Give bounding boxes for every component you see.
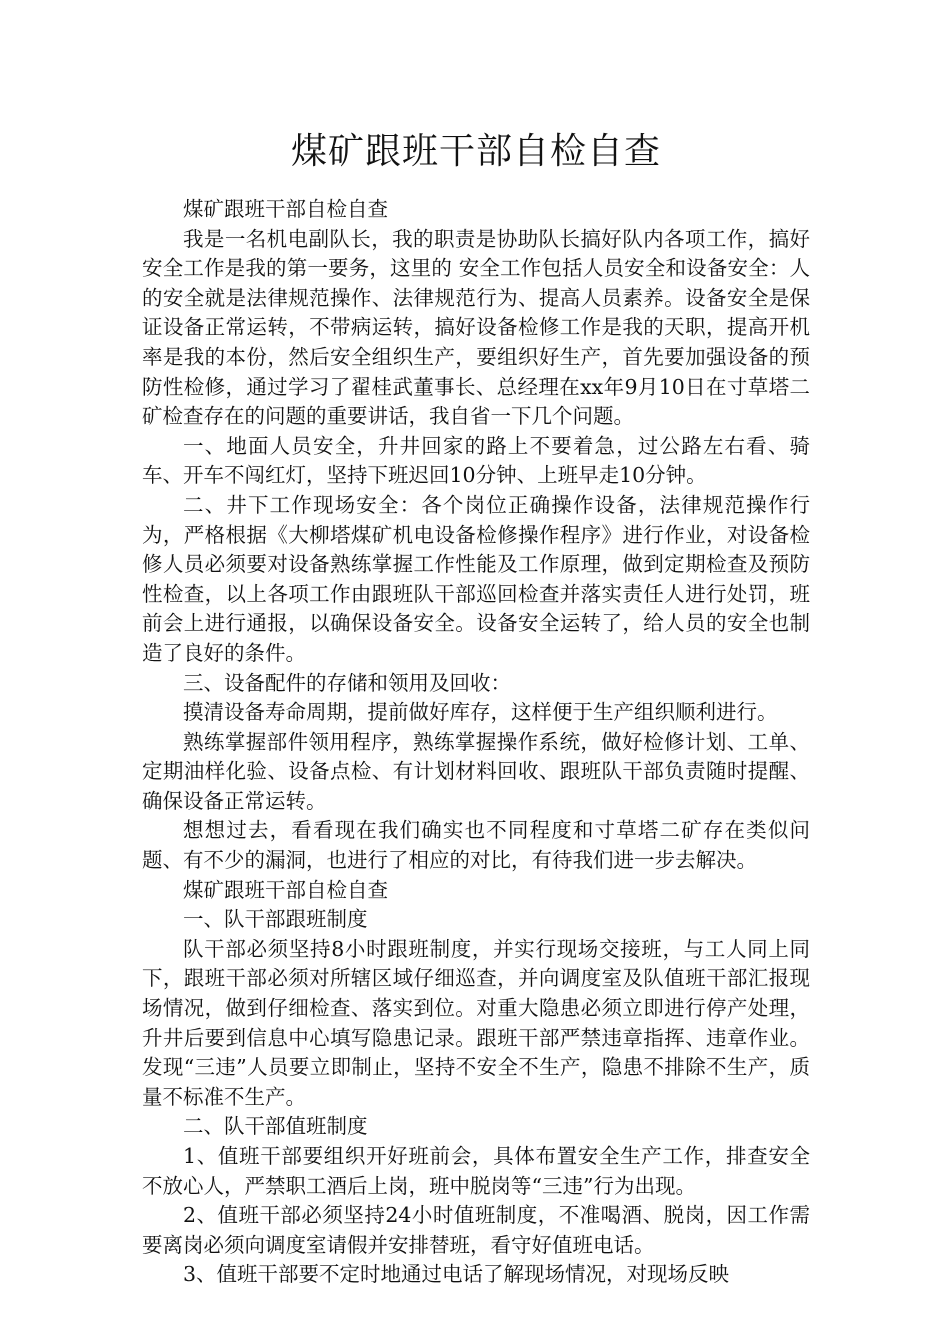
paragraph: 摸清设备寿命周期，提前做好库存，这样便于生产组织顺利进行。	[183, 700, 778, 725]
document-title: 煤矿跟班干部自检自查	[290, 131, 661, 172]
document-body	[142, 195, 810, 1290]
paragraph: 一、地面人员安全，升井回家的路上不要着急，过公路左右看、骑车、开车不闯红灯，坚持下班迟回10分钟、上班早走10分钟。	[142, 433, 810, 488]
paragraph: 3、值班干部要不定时地通过电话了解现场情况，对现场反映	[183, 1262, 730, 1287]
paragraph: 熟练掌握部件领用程序，熟练掌握操作系统，做好检修计划、工单、定期油样化验、设备点检、有计划材料回收、跟班队干部负责随时提醒、确保设备正常运转。	[142, 729, 810, 813]
paragraph: 二、井下工作现场安全：各个岗位正确操作设备，法律规范操作行为，严格根据《大柳塔煤矿机电设备检修操作程序》进行作业，对设备检修人员必须要对设备熟练掌握工作性能及工作原理，做到定期检查及预防性检查，以上各项工作由跟班队干部巡回检查并落实责任人进行处罚，班前会上进行通报，以确保设备安全。设备安全运转了，给人员的安全也制造了良好的条件。	[142, 492, 810, 665]
document-page	[142, 125, 810, 1290]
section-heading: 三、设备配件的存储和领用及回收：	[183, 670, 511, 695]
paragraph: 2、值班干部必须坚持24小时值班制度，不准喝酒、脱岗，因工作需要离岗必须向调度室请假并安排替班，看守好值班电话。	[142, 1203, 810, 1257]
paragraph: 我是一名机电副队长，我的职责是协助队长搞好队内各项工作，搞好安全工作是我的第一要务，这里的 安全工作包括人员安全和设备安全：人的安全就是法律规范操作、法律规范行为、提高人员素养。设备安全是保证设备正常运转，不带病运转，搞好设备检修工作是我的天职，提高开机率是我的本份，然后安全组织生产，要组织好生产，首先要加强设备的预防性检修，通过学习了翟桂武董事长、总经理在xx年9月10日在寸草塔二矿检查存在的问题的重要讲话，我自省一下几个问题。	[142, 226, 810, 429]
section-heading: 二、队干部值班制度	[183, 1114, 368, 1139]
paragraph: 想想过去，看看现在我们确实也不同程度和寸草塔二矿存在类似问题、有不少的漏洞，也进行了相应的对比，有待我们进一步去解决。	[142, 818, 810, 873]
paragraph: 1、值班干部要组织开好班前会，具体布置安全生产工作，排查安全不放心人，严禁职工酒后上岗，班中脱岗等“三违”行为出现。	[142, 1144, 810, 1198]
paragraph: 队干部必须坚持8小时跟班制度，并实行现场交接班，与工人同上同下，跟班干部必须对所辖区域仔细巡查，并向调度室及队值班干部汇报现场情况，做到仔细检查、落实到位。对重大隐患必须立即进行停产处理，升井后要到信息中心填写隐患记录。跟班干部严禁违章指挥、违章作业。发现“三违”人员要立即制止，坚持不安全不生产，隐患不排除不生产，质量不标准不生产。	[142, 936, 810, 1109]
section-heading: 一、队干部跟班制度	[183, 907, 368, 932]
paragraph: 煤矿跟班干部自检自查	[183, 877, 388, 902]
paragraph: 煤矿跟班干部自检自查	[183, 197, 388, 221]
